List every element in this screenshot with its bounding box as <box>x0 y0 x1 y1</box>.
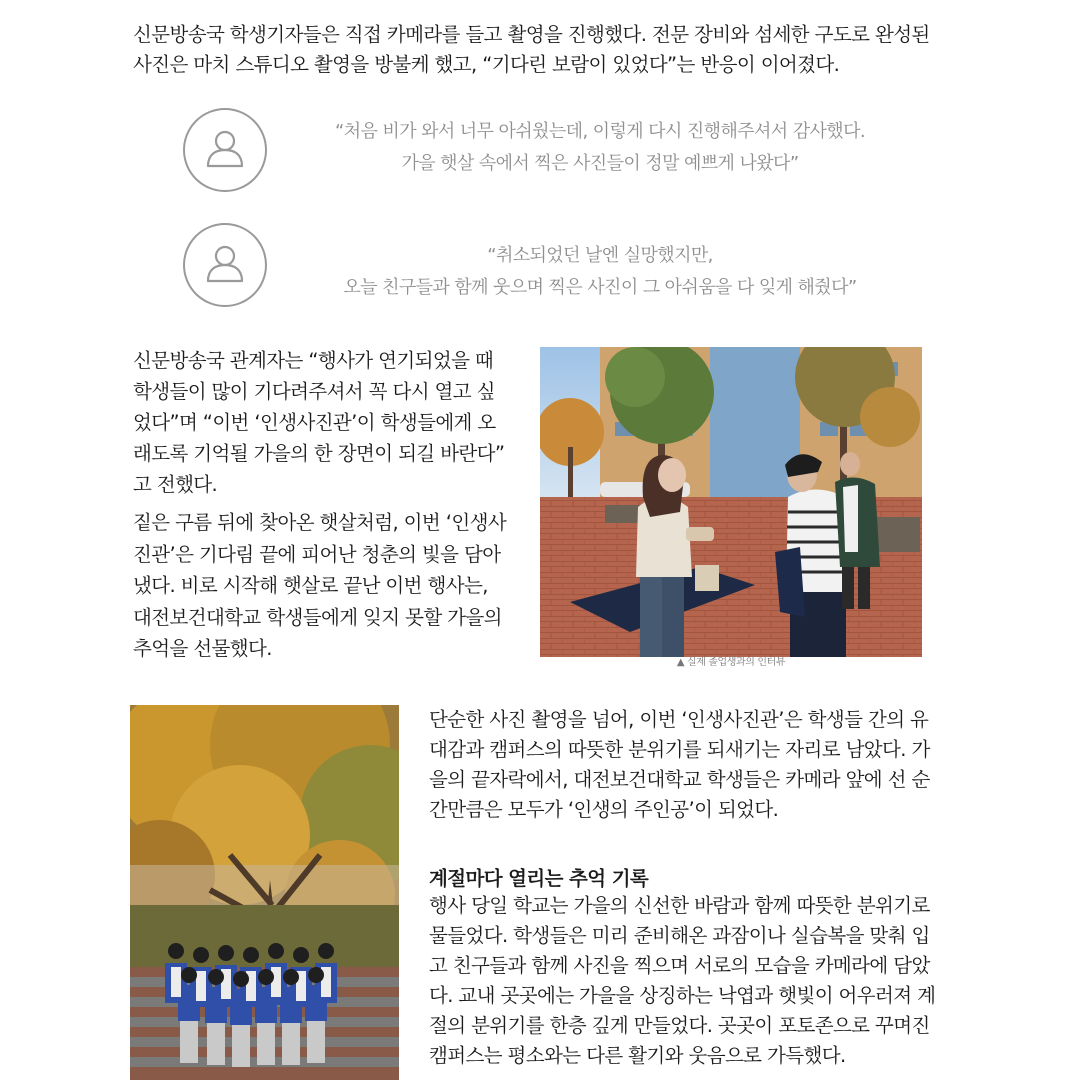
group-photo <box>130 705 399 1080</box>
summary-paragraph <box>429 705 939 825</box>
closing-paragraph <box>133 507 513 665</box>
paragraph-line: 래도록 기억될 가을의 한 장면이 되길 바란다” <box>133 442 505 465</box>
paragraph-line: 고 친구들과 함께 사진을 찍으며 서로의 모습을 카메라에 담았 <box>429 954 930 977</box>
paragraph-line: 을의 끝자락에서, 대전보건대학교 학생들은 카메라 앞에 선 순 <box>429 768 930 791</box>
user-avatar-icon <box>183 223 267 307</box>
paragraph-line: 대전보건대학교 학생들에게 잊지 못할 가을의 <box>133 605 502 629</box>
testimonial-quote <box>300 240 900 304</box>
quote-line: “취소되었던 날엔 실망했지만, <box>487 245 713 266</box>
paragraph-line: 고 전했다. <box>133 473 218 496</box>
paragraph-line: 냈다. 비로 시작해 햇살로 끝난 이번 행사는, <box>133 574 488 597</box>
user-avatar-icon <box>183 108 267 192</box>
testimonial-quote <box>300 116 900 180</box>
intro-line: 신문방송국 학생기자들은 직접 카메라를 들고 촬영을 진행했다. 전문 장비와 섬세한 구도로 완성된 <box>133 23 930 46</box>
paragraph-line: 진관’은 기다림 끝에 피어난 청춘의 빛을 담아 <box>133 542 501 566</box>
section-paragraph <box>429 891 939 1071</box>
paragraph-line: 절의 분위기를 한층 깊게 만들었다. 곳곳이 포토존으로 꾸며진 <box>429 1014 930 1037</box>
paragraph-line: 캠퍼스는 평소와는 다른 활기와 웃음으로 가득했다. <box>429 1044 846 1067</box>
user-icon <box>185 110 265 190</box>
paragraph-line: 학생들이 많이 기다려주셔서 꼭 다시 열고 싶 <box>133 380 495 403</box>
paragraph-line: 신문방송국 관계자는 “행사가 연기되었을 때 <box>133 349 494 372</box>
user-icon <box>185 225 265 305</box>
paragraph-line: 행사 당일 학교는 가을의 신선한 바람과 함께 따뜻한 분위기로 <box>429 894 930 917</box>
paragraph-line: 단순한 사진 촬영을 넘어, 이번 ‘인생사진관’은 학생들 간의 유 <box>429 708 929 731</box>
section-heading: 계절마다 열리는 추억 기록 <box>429 867 649 890</box>
official-comment-paragraph <box>133 345 513 500</box>
paragraph-line: 물들었다. 학생들은 미리 준비해온 과잠이나 실습복을 맞춰 입 <box>429 924 930 947</box>
paragraph-line: 간만큼은 모두가 ‘인생의 주인공’이 되었다. <box>429 798 779 821</box>
paragraph-line: 다. 교내 곳곳에는 가을을 상징하는 낙엽과 햇빛이 어우러져 계 <box>429 984 936 1007</box>
paragraph-line: 대감과 캠퍼스의 따뜻한 분위기를 되새기는 자리로 남았다. 가 <box>429 738 930 761</box>
paragraph-line: 짙은 구름 뒤에 찾아온 햇살처럼, 이번 ‘인생사 <box>133 511 507 534</box>
paragraph-line: 추억을 선물했다. <box>133 637 272 660</box>
paragraph-line: 었다”며 “이번 ‘인생사진관’이 학생들에게 오 <box>133 411 496 434</box>
intro-line: 사진은 마치 스튜디오 촬영을 방불케 했고, “기다린 보람이 있었다”는 반응이 이어졌다. <box>133 53 840 76</box>
quote-line: 오늘 친구들과 함께 웃으며 찍은 사진이 그 아쉬움을 다 잊게 해줬다” <box>343 277 857 298</box>
quote-line: 가을 햇살 속에서 찍은 사진들이 정말 예쁘게 나왔다” <box>401 153 799 174</box>
intro-paragraph <box>133 20 953 80</box>
quote-line: “처음 비가 와서 너무 아쉬웠는데, 이렇게 다시 진행해주셔서 감사했다. <box>334 121 865 142</box>
interview-photo <box>540 347 922 657</box>
photo-caption: ▲ 실제 졸업생과의 인터뷰 <box>676 657 786 668</box>
